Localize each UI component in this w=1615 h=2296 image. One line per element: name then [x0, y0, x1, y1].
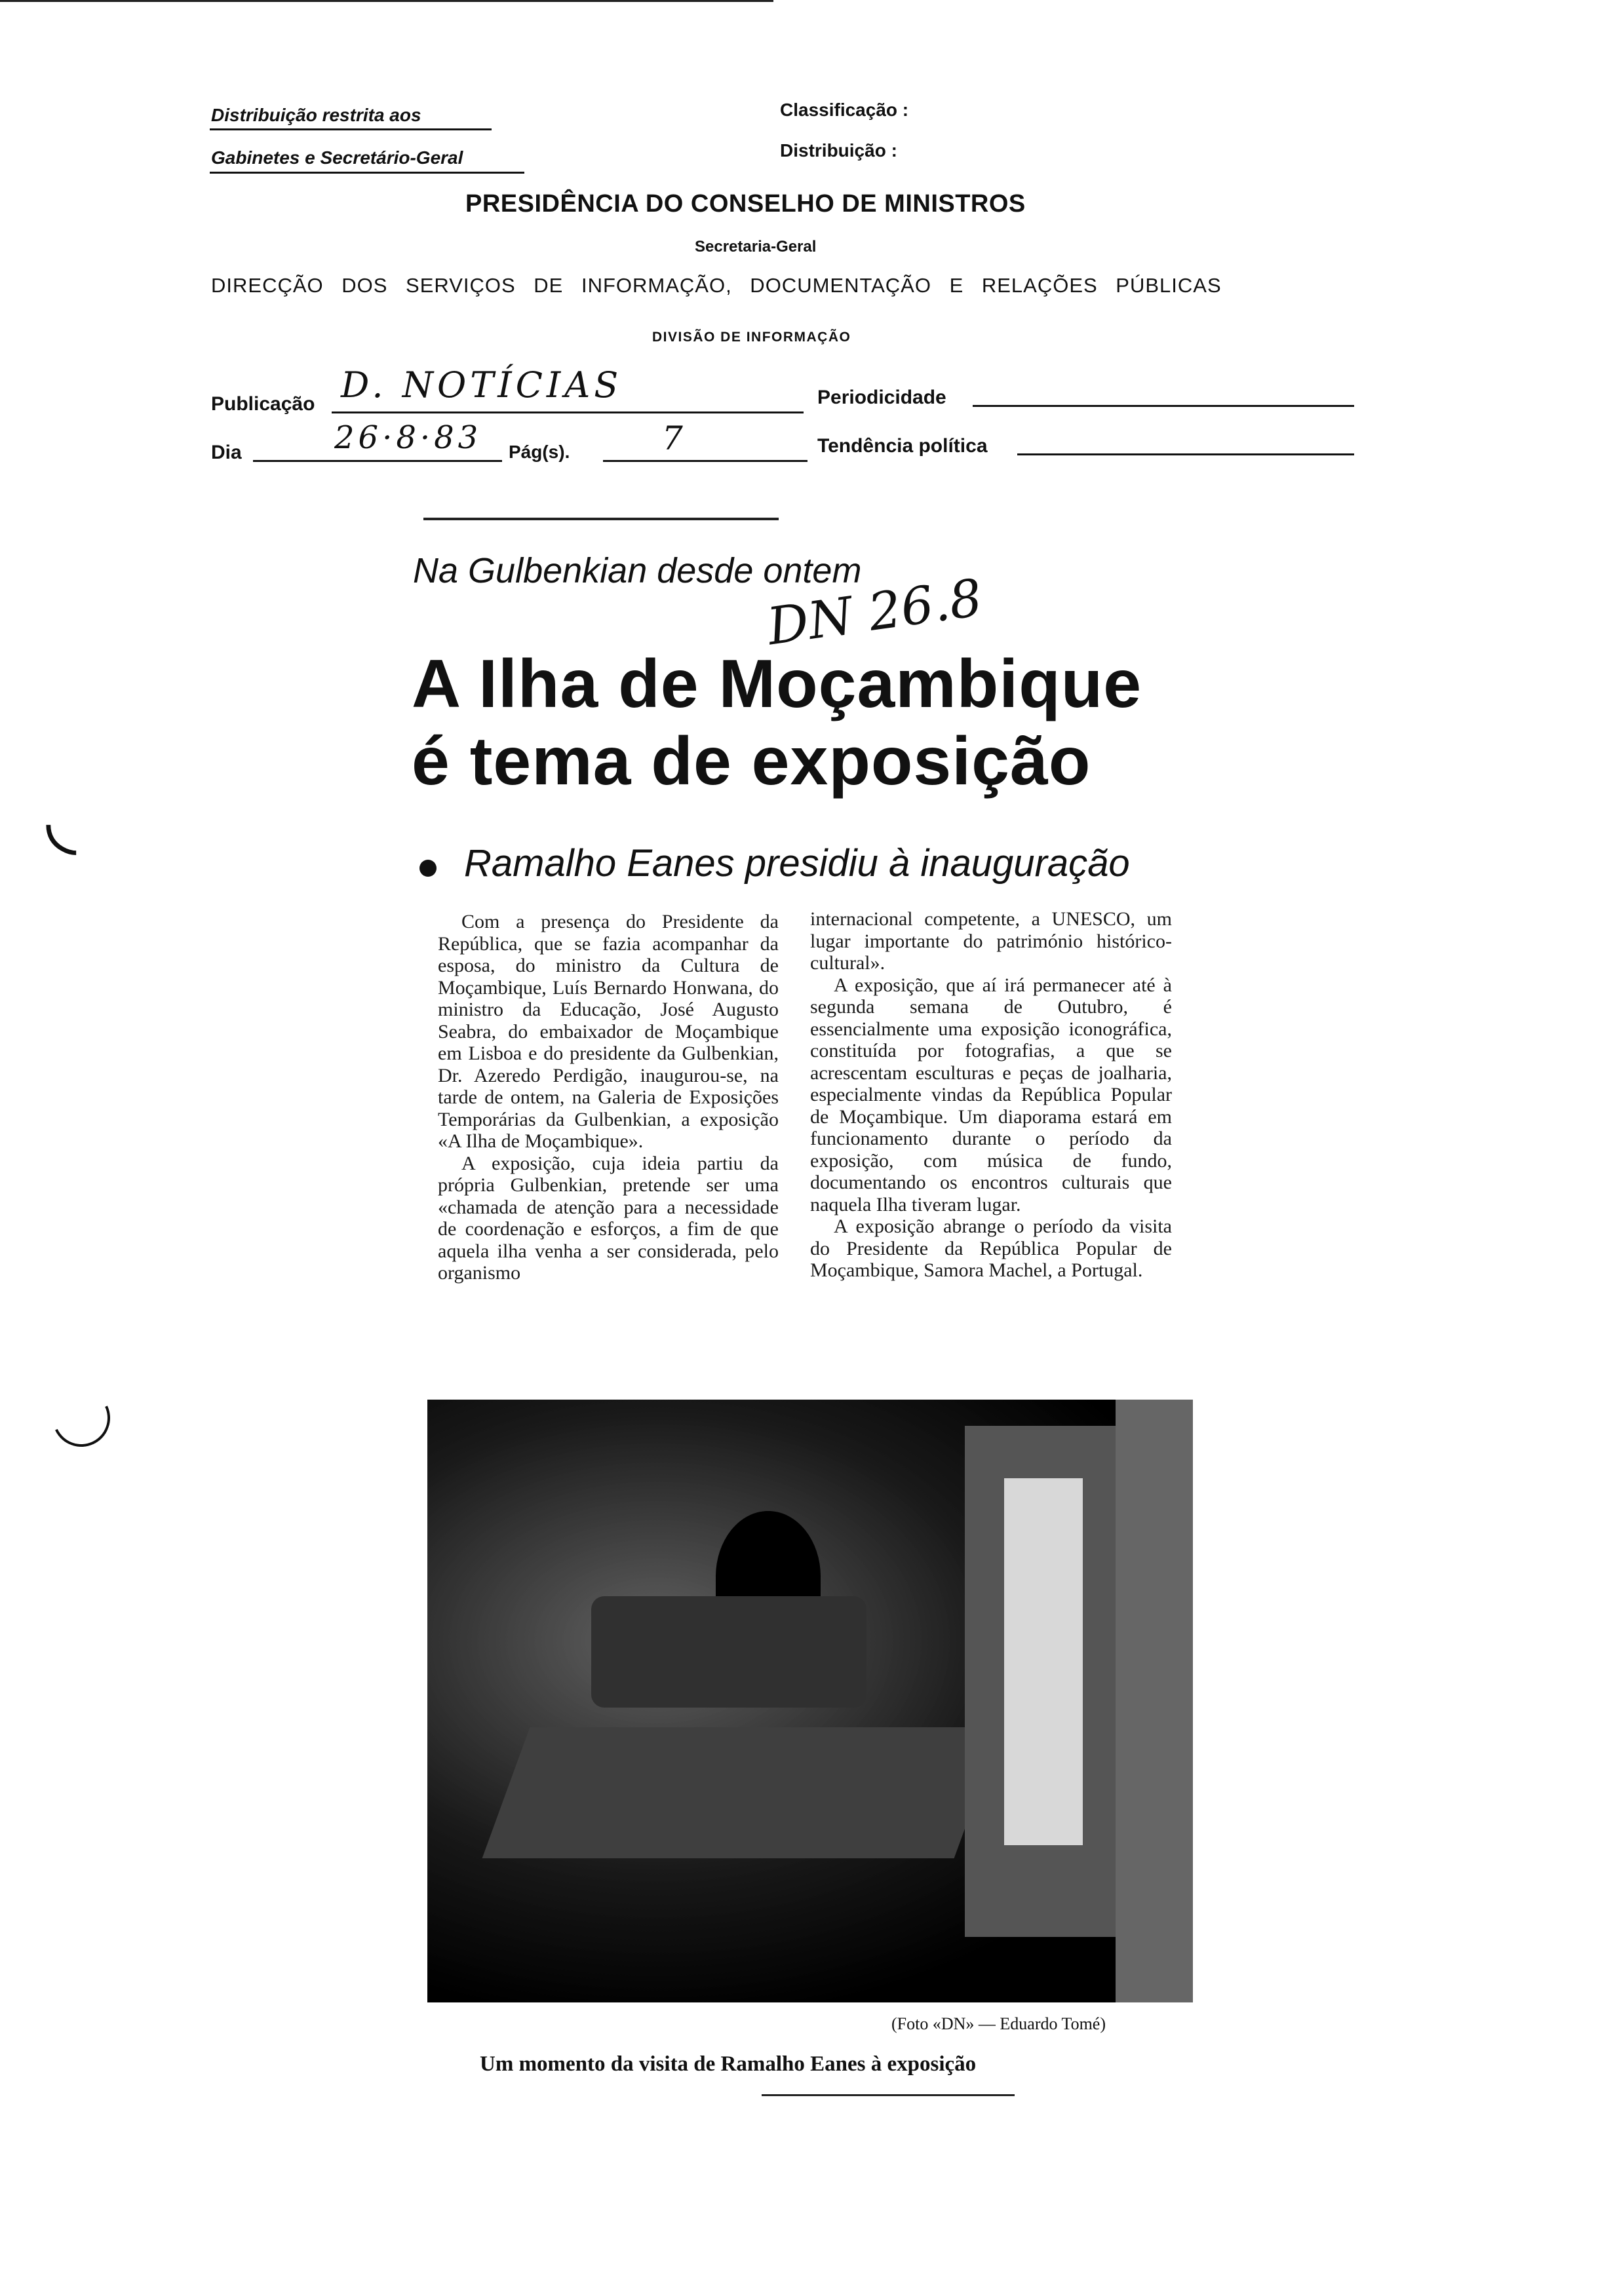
punch-hole-mark-icon: ◟	[46, 773, 77, 864]
article-column-2	[810, 908, 1172, 1282]
distribution-note-line1: Distribuição restrita aos	[211, 105, 421, 125]
dia-label: Dia	[211, 442, 242, 463]
col2-paragraph-3: A exposição abrange o período da visita do Presidente da República Popular de Moçambique, Samora Machel, a Portugal.	[810, 1215, 1172, 1281]
secretaria-geral: Secretaria-Geral	[695, 238, 817, 256]
col2-paragraph-1: internacional competente, a UNESCO, um lugar importante do património histórico-cultural».	[810, 908, 1172, 974]
article-subhead: Ramalho Eanes presidiu à inauguração	[464, 842, 1130, 885]
publicacao-value: D. NOTÍCIAS	[341, 364, 623, 406]
divisao-title: DIVISÃO DE INFORMAÇÃO	[652, 330, 851, 345]
photo-credit: (Foto «DN» — Eduardo Tomé)	[891, 2014, 1106, 2033]
pags-line	[603, 460, 808, 462]
distribution-underline-1	[210, 128, 492, 130]
headline-line-1: A Ilha de Moçambique	[412, 646, 1142, 722]
caption-underline	[762, 2094, 1015, 2096]
periodicidade-line	[973, 405, 1354, 407]
tendencia-label: Tendência política	[817, 435, 988, 457]
top-border-line	[0, 0, 773, 2]
clipping-top-rule	[423, 518, 779, 520]
article-photo	[427, 1400, 1193, 2002]
punch-hole-mark-icon	[45, 1381, 119, 1455]
col1-paragraph-1: Com a presença do Presidente da República, que se fazia acompanhar da esposa, do ministro da Cultura de Moçambique, Luís Bernardo Honwana, do ministro da Educação, José Augusto Seabra, do embaixador de Moçambique em Lisboa e do presidente da Gulbenkian, Dr. Azeredo Perdigão, inaugurou-se, na tarde de ontem, na Galeria de Exposições Temporárias da Gulbenkian, a exposição «A Ilha de Moçambique».	[438, 911, 779, 1152]
presidency-title: PRESIDÊNCIA DO CONSELHO DE MINISTROS	[465, 190, 1026, 218]
direccao-title: DIRECÇÃO DOS SERVIÇOS DE INFORMAÇÃO, DOCUMENTAÇÃO E RELAÇÕES PÚBLICAS	[211, 274, 1222, 297]
dia-line	[253, 460, 502, 462]
classificacao-label: Classificação :	[780, 100, 909, 120]
pags-label: Pág(s).	[509, 442, 570, 462]
headline-line-2: é tema de exposição	[412, 723, 1091, 799]
dia-value: 26·8·83	[334, 419, 482, 456]
article-column-1	[438, 911, 779, 1284]
tendencia-line	[1017, 453, 1354, 455]
publicacao-line	[332, 411, 804, 413]
periodicidade-label: Periodicidade	[817, 387, 946, 408]
article-kicker: Na Gulbenkian desde ontem	[413, 551, 862, 590]
distribution-underline-2	[210, 172, 524, 174]
col1-paragraph-2: A exposição, cuja ideia partiu da própria Gulbenkian, pretende ser uma «chamada de atenção para a necessidade de coordenação e esforços, a fim de que aquela ilha venha a ser considerada, pelo organismo	[438, 1152, 779, 1284]
pags-value: 7	[662, 419, 687, 457]
photo-display-case	[482, 1727, 1002, 1858]
photo-right-edge	[1116, 1400, 1193, 2002]
bullet-icon	[419, 860, 437, 877]
photo-group	[591, 1596, 866, 1708]
handwritten-annotation: DN 26.8	[764, 568, 986, 657]
col2-paragraph-2: A exposição, que aí irá permanecer até à segunda semana de Outubro, é essencialmente uma exposição iconográfica, constituída por fotografias, a que se acrescentam esculturas e peças de joalharia, especialmente vindas da República Popular de Moçambique. Um diaporama estará em funcionamento durante o período da exposição, com música de fundo, documentando os encontros culturais que naquela Ilha tiveram lugar.	[810, 974, 1172, 1215]
article-headline	[412, 645, 1142, 800]
distribution-note-line2: Gabinetes e Secretário-Geral	[211, 147, 463, 168]
publicacao-label: Publicação	[211, 393, 315, 415]
photo-caption: Um momento da visita de Ramalho Eanes à exposição	[480, 2052, 977, 2076]
photo-exhibit-board	[1004, 1478, 1083, 1845]
distribuicao-label: Distribuição :	[780, 140, 897, 161]
